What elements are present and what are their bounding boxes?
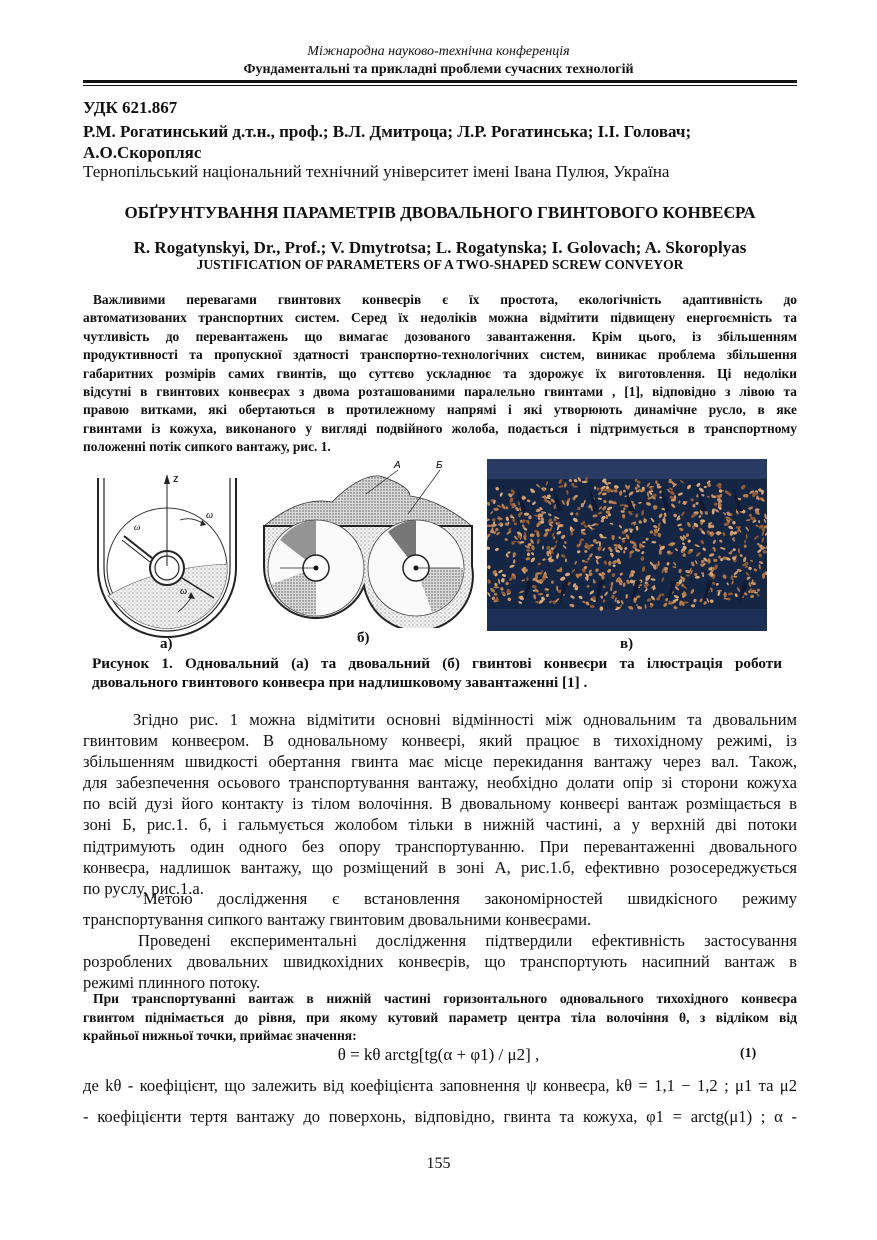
bold-line: гвинтом піднімається до рівня, при якому кутовий параметр центра тіла волочіння θ, з відліком від	[83, 1009, 797, 1025]
formula-explanation	[83, 1075, 797, 1128]
affiliation: Тернопільський національний технічний університет імені Івана Пулюя, Україна	[83, 162, 670, 181]
figure-a-label: а)	[160, 636, 173, 652]
authors-ua-line: А.О.Скоропляс	[83, 143, 202, 162]
abstract-line: габаритних розмірів самих гвинтів, що суттєво ускладнює та здорожує їх виготовлення. Ці недоліки	[83, 365, 797, 381]
figure-b-label: б)	[357, 630, 370, 646]
paragraph-1	[83, 709, 797, 899]
paragraph-bold	[83, 990, 797, 1046]
body-line: для забезпечення осьового транспортування вантажу, необхідно долати опір зі сторони кожуха	[83, 773, 797, 793]
caption-line: Рисунок 1. Одновальний (а) та двовальний (б) гвинтові конвеєри та ілюстрація роботи	[92, 655, 782, 672]
formula-number: (1)	[740, 1046, 757, 1061]
body-line: гвинтовим конвеєром. В одновальному конвеєрі, який працює в тихохідному режимі, із	[83, 731, 797, 751]
title-ua: ОБҐРУНТУВАННЯ ПАРАМЕТРІВ ДВОВАЛЬНОГО ГВИНТОВОГО КОНВЕЄРА	[124, 203, 756, 222]
body-line: Метою дослідження є встановлення закономірностей швидкісного режиму	[143, 889, 797, 908]
abstract-line: чутливість до перевантажень що вимагає дозованого завантаження. Крім цього, із збільшенням	[83, 328, 797, 344]
caption-line: двовального гвинтового конвеєра при надлишковому завантаженні [1] .	[92, 674, 588, 691]
paragraph-2	[83, 888, 797, 930]
udk-code: УДК 621.867	[83, 98, 178, 117]
body-line: Проведені експериментальні дослідження підтвердили ефективність застосування	[138, 931, 797, 950]
authors-ua	[83, 121, 797, 163]
authors-ua-line: Р.М. Рогатинський д.т.н., проф.; В.Л. Дмитроца; Л.Р. Рогатинська; І.І. Головач;	[83, 122, 692, 141]
axis-z-label: z	[173, 473, 179, 485]
body-line: - коефіцієнти тертя вантажу до поверхонь, відповідно, гвинта та кожуха, φ1 = arctg(μ1) ; α -	[83, 1107, 797, 1126]
bold-line: крайньої нижньої точки, приймає значення:	[83, 1028, 357, 1043]
zone-a-region	[264, 476, 472, 526]
omega-label-flight: ω	[134, 522, 141, 532]
conference-name: Міжнародна науково-технічна конференція	[307, 44, 570, 59]
abstract-line: правою витками, які обертаються в протилежному напрямі і які утворюють динамічне русло, в яке	[83, 402, 797, 418]
body-line: Згідно рис. 1 можна відмітити основні відмінності між одновальним та двовальним	[133, 710, 797, 729]
formula-1: θ = kθ arctg[tg(α + φ1) / μ2] ,	[337, 1045, 540, 1064]
body-line: транспортування сипкого вантажу гвинтовим двовальними конвеєрами.	[83, 910, 592, 930]
abstract-line: відсутні в гвинтових конвеєрах з двома розташованими паралельно гвинтами , [1], відповідно з лівою та	[83, 384, 797, 400]
title-en: JUSTIFICATION OF PARAMETERS OF A TWO-SHAPED SCREW CONVEYOR	[196, 257, 684, 272]
abstract-line: Важливими перевагами гвинтових конвеєрів є їх простота, екологічність адаптивність до	[93, 292, 797, 307]
figure-b-twin-shaft-diagram	[260, 456, 476, 628]
body-line: по всій дузі його контакту із тілом волочіння. В двовальному конвеєрі вантаж розміщається в	[83, 794, 797, 814]
abstract	[83, 291, 797, 457]
body-line: підтримують один одного без опору транспортуванню. При перевантаженні двовального	[83, 836, 797, 856]
zone-b-label: Б	[436, 460, 443, 471]
page-number: 155	[426, 1155, 451, 1172]
abstract-line: гвинтами із кожуха, виконаного у вигляді подвійного жолоба, подається і підтримується в транспортному	[83, 420, 797, 436]
body-line: розроблених двовальних швидкохідних конвеєрів, що транспортують насипний вантаж в	[83, 952, 797, 972]
figure-a-single-shaft-diagram	[92, 468, 242, 638]
body-line: конвеєра, надлишок вантажу, що розміщений в зоні А, рис.1.б, ефективно розосереджується	[83, 857, 797, 877]
omega-label-lower: ω	[180, 586, 188, 597]
authors-en: R. Rogatynskyi, Dr., Prof.; V. Dmytrotsa; L. Rogatynska; I. Golovach; A. Skoroplyas	[133, 238, 747, 257]
figure-c-label: в)	[620, 636, 634, 652]
body-line: зоні Б, рис.1. б, і гальмується жолобом тільки в нижній частині, а у верхній дві потоки	[83, 815, 797, 835]
conference-title: Фундаментальні та прикладні проблеми сучасних технологій	[243, 62, 634, 77]
figure-caption	[92, 654, 782, 692]
abstract-line: продуктивності та пропускної здатності транспортно-технологічних систем, виникає проблема збільшення	[83, 347, 797, 363]
header-rule-thick	[83, 80, 797, 83]
abstract-line: автоматизованих транспортних систем. Серед їх недоліків можна відмітити підвищену енергоємність та	[83, 310, 797, 326]
body-line: збільшенням швидкості обертання гвинта має місце перекидання вантажу через вал. Також,	[83, 752, 797, 772]
paragraph-3	[83, 930, 797, 993]
header-rule-thin	[83, 85, 797, 86]
figure-c-operation-photo	[487, 459, 767, 631]
abstract-line: положенні потік сипкого вантажу, рис. 1.	[83, 439, 331, 455]
body-line: режимі плинного потоку.	[83, 973, 261, 993]
omega-label-upper: ω	[206, 510, 214, 521]
body-line: де kθ - коефіцієнт, що залежить від коефіцієнта заповнення ψ конвеєра, kθ = 1,1 − 1,2 ; μ1 та μ2	[83, 1076, 797, 1095]
zone-a-label: А	[394, 460, 401, 471]
bold-line: При транспортуванні вантаж в нижній частині горизонтального одновального тихохідного конвеєра	[93, 991, 797, 1006]
body-line: по руслу, рис.1.а.	[83, 878, 204, 898]
